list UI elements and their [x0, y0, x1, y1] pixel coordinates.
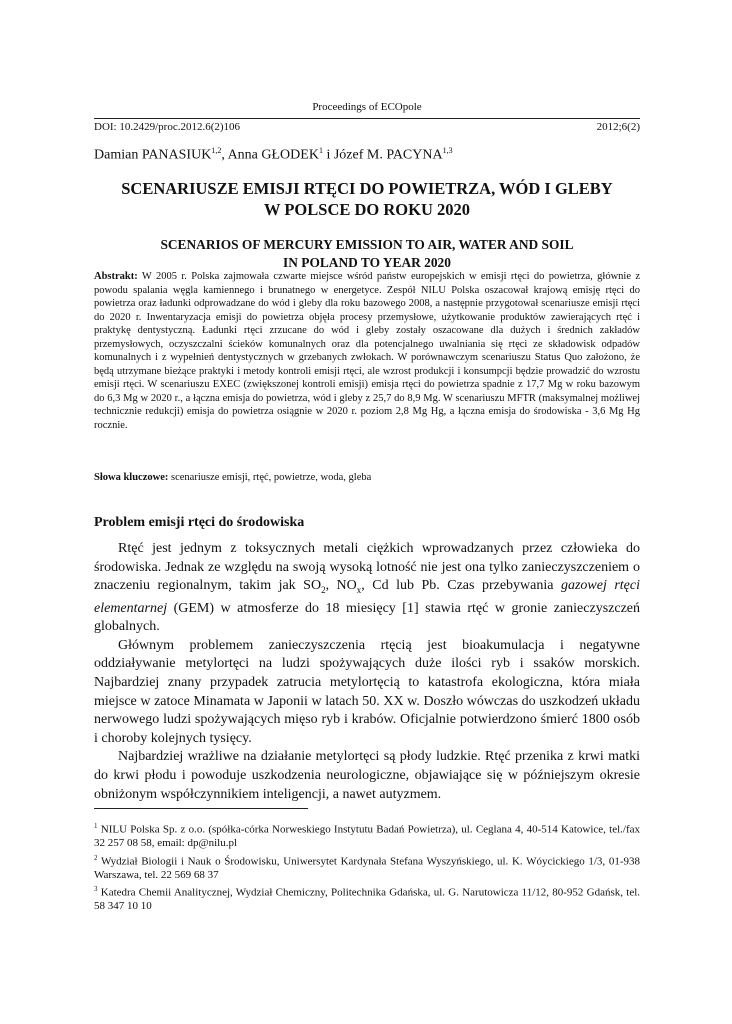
paragraph: Głównym problemem zanieczyszczenia rtęcią jest bioakumulacja i negatywne oddziaływanie metylortęci na ludzi spożywających duże ilości ryb i ssaków morskich. Najbardziej znany przypadek zatrucia metylortęcią to katastrofa ekologiczna, która miała miejsce w zatoce Minamata w Japonii w latach 50. XX w. Doszło wówczas do uszkodzeń układu nerwowego ludzi spożywających mięso ryb i krabów. Oficjalnie potwierdzono śmierć 1800 osób i choroby kolejnych tysięcy. — [94, 637, 640, 746]
footnote-number: 2 — [94, 853, 98, 862]
title-line: IN POLAND TO YEAR 2020 — [283, 255, 451, 270]
text-run: , NO — [325, 578, 357, 594]
title-line: SCENARIUSZE EMISJI RTĘCI DO POWIETRZA, WÓD I GLEBY — [121, 179, 613, 198]
author-name: Damian PANASIUK — [94, 147, 212, 163]
author-name: Anna GŁODEK — [227, 147, 319, 163]
footnote-divider — [94, 808, 308, 809]
footnote-number: 3 — [94, 885, 98, 894]
keywords-text: scenariusze emisji, rtęć, powietrze, woda, gleba — [171, 472, 372, 483]
keywords-label: Słowa kluczowe: — [94, 472, 169, 483]
author-separator: , — [221, 147, 228, 163]
footnote-text: Katedra Chemii Analitycznej, Wydział Chemiczny, Politechnika Gdańska, ul. G. Narutowicza 11/12, 80-952 Gdańsk, tel. 58 347 10 10 — [94, 886, 641, 913]
footnote — [94, 820, 640, 851]
abstract — [94, 270, 640, 432]
footnote — [94, 883, 640, 914]
volume-issue: 2012;6(2) — [596, 121, 640, 133]
subscript: x — [356, 584, 362, 595]
footnote-text: Wydział Biologii i Nauk o Środowisku, Uniwersytet Kardynała Stefana Wyszyńskiego, ul. K. Wóycickiego 1/3, 01-938 Warszawa, tel. 22 569 68 37 — [94, 855, 640, 881]
paper-title-polish — [94, 178, 640, 220]
title-line: W POLSCE DO ROKU 2020 — [264, 200, 470, 219]
paper-title-english — [94, 236, 640, 272]
author-affiliation: 1,3 — [442, 146, 453, 155]
author-name: Józef M. PACYNA — [333, 147, 443, 163]
text-run: , Cd lub Pb. Czas przebywania — [361, 578, 561, 594]
abstract-label: Abstrakt: — [94, 271, 138, 282]
title-line: SCENARIOS OF MERCURY EMISSION TO AIR, WATER AND SOIL — [160, 237, 574, 252]
footnote-text: NILU Polska Sp. z o.o. (spółka-córka Norweskiego Instytutu Badań Powietrza), ul. Ceglana 4, 40-514 Katowice, tel./fax 32 257 08 58, email: dp@nilu.pl — [94, 823, 640, 850]
author-separator: i — [322, 147, 334, 163]
text-run: (GEM) w atmosferze do 18 miesięcy [1] stawia rtęć w gronie zanieczyszczeń globalnych. — [94, 600, 640, 635]
section-heading: Problem emisji rtęci do środowiska — [94, 515, 305, 530]
keywords — [94, 471, 640, 485]
doi: DOI: 10.2429/proc.2012.6(2)106 — [94, 121, 241, 133]
text-run: Rtęć jest jednym z toksycznych metali ciężkich wprowadzanych przez człowieka do środowiska. Jednak ze względu na swoją wysoką lotność nie jest ona tylko zanieczyszczeniem o znaczeniu regionalnym, takim jak SO — [94, 541, 640, 594]
subscript: 2 — [321, 584, 326, 595]
abstract-text: W 2005 r. Polska zajmowała czwarte miejsce wśród państw europejskich w emisji rtęci do powietrza, głównie z powodu spalania węgla kamiennego i brunatnego w energetyce. Zespół NILU Polska oszacował krajową emisję rtęci do powietrza oraz ładunki odprowadzane do wód i gleby dla roku bazowego 2008, a następnie przygotował scenariusze emisji rtęci do 2020 r. Inwentaryzacja emisji do powietrza objęła procesy przemysłowe, użytkowanie produktów zawierających rtęć i praktykę dentystyczną. Ładunki rtęci zrzucane do wód i gleby zostały oszacowane dla dużych i średnich zakładów przemysłowych, oczyszczalni ścieków komunalnych oraz dla potencjalnego uwalniania się rtęci ze składowisk odpadów komunalnych i z wypełnień dentystycznych w grzebanych zwłokach. W porównawczym scenariuszu Status Quo założono, że będą utrzymane bieżące praktyki i metody kontroli emisji rtęci, ale wzrost produkcji i konsumpcji będzie prowadzić do wzrostu emisji rtęci. W scenariuszu EXEC (zwiększonej kontroli emisji) emisja rtęci do powietrza spadnie z 17,7 Mg w roku bazowym do 6,3 Mg w 2020 r., a łączna emisja do powietrza, wód i gleby z 25,7 do 8,9 Mg. W scenariuszu MFTR (maksymalnej możliwej technicznie redukcji) emisja do powietrza osiągnie w 2020 r. poziom 2,8 Mg Hg, a łączna emisja do środowiska - 3,6 Mg Hg rocznie. — [94, 271, 641, 431]
section-body — [94, 540, 640, 804]
paragraph: Najbardziej wrażliwe na działanie metylortęci są płody ludzkie. Rtęć przenika z krwi matki do krwi płodu i powoduje uszkodzenia neurologiczne, objawiające się w późniejszym okresie obniżonym współczynnikiem inteligencji, a nawet autyzmem. — [94, 749, 640, 802]
doi-line — [94, 118, 640, 133]
author-affiliation: 1 — [318, 146, 323, 155]
footnotes — [94, 820, 640, 915]
footnote — [94, 852, 640, 883]
footnote-number: 1 — [94, 822, 98, 830]
italic-term: gazowej rtęci elementarnej — [94, 578, 641, 616]
author-affiliation: 1,2 — [211, 146, 222, 155]
running-head: Proceedings of ECOpole — [312, 101, 422, 113]
paragraph — [94, 540, 640, 637]
author-list — [94, 146, 453, 164]
